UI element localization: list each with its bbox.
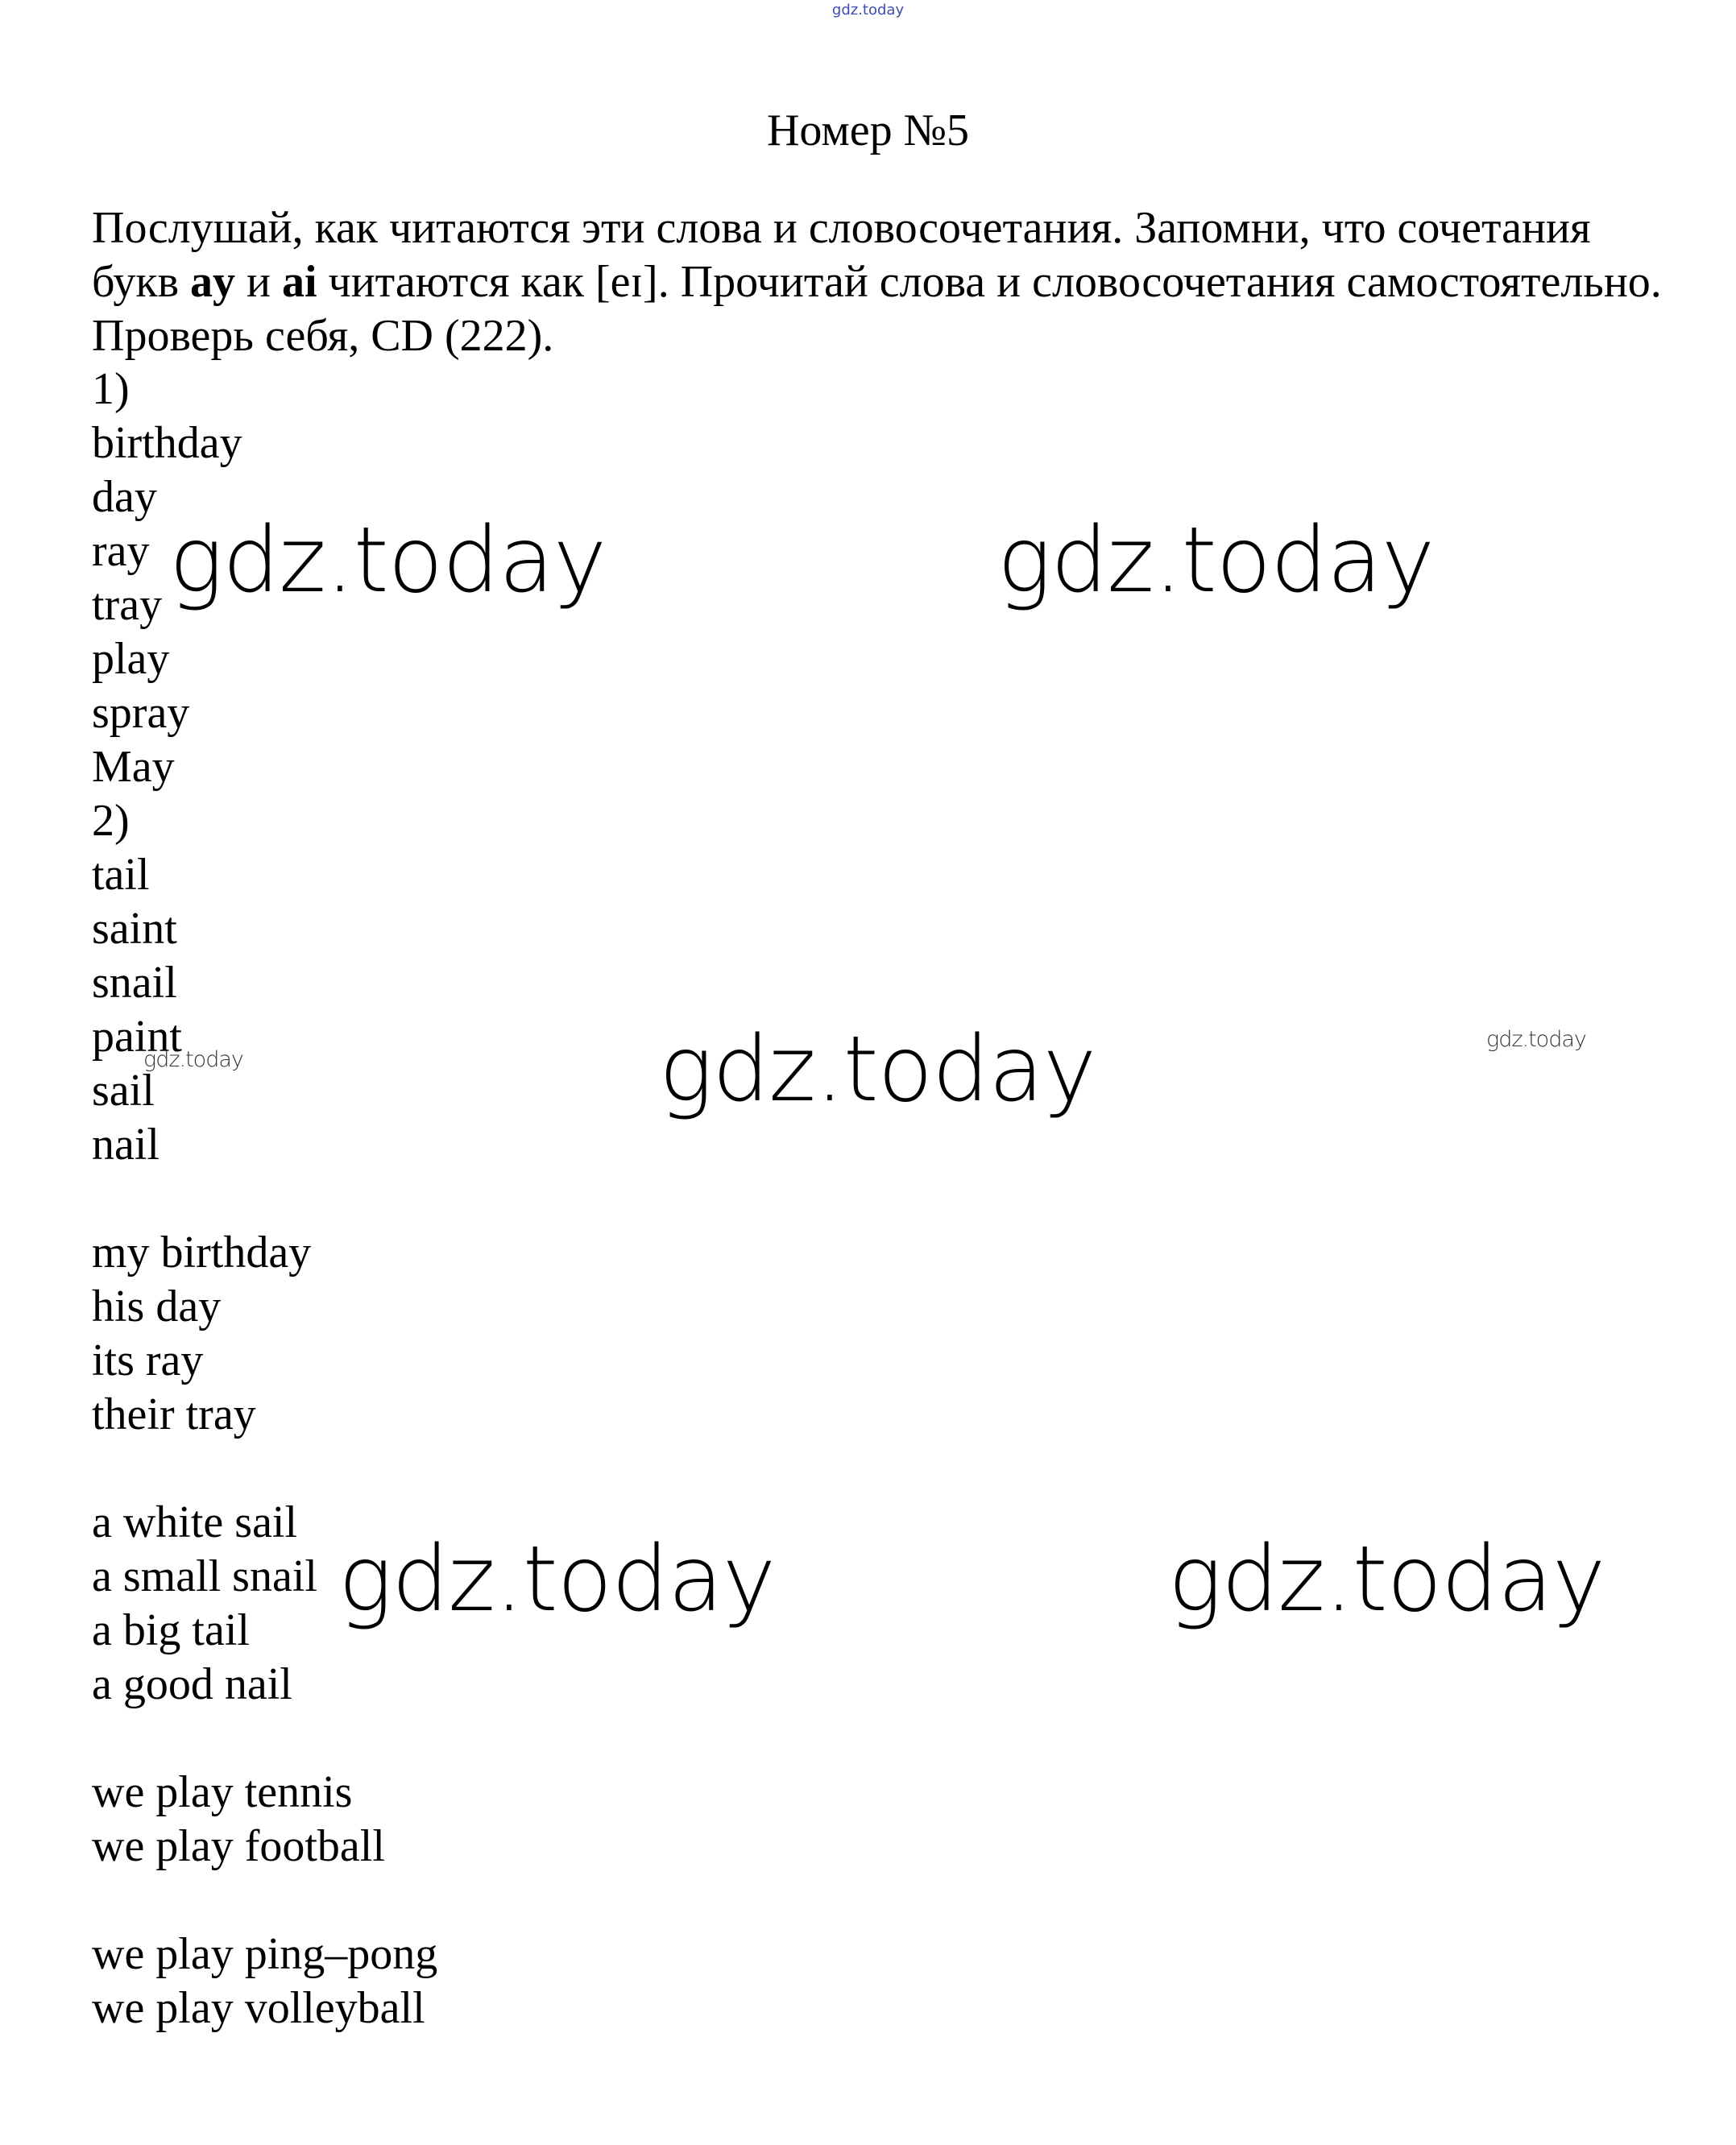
list-item: a white sail bbox=[92, 1497, 298, 1547]
watermark: gdz.today bbox=[997, 508, 1435, 613]
list-item: a small snail bbox=[92, 1551, 317, 1601]
list-item: 2) bbox=[92, 796, 130, 846]
list-item: spray bbox=[92, 688, 190, 738]
instructions-bold-ai: ai bbox=[281, 257, 317, 307]
list-item: saint bbox=[92, 904, 177, 954]
blank-line bbox=[92, 1172, 437, 1226]
watermark: gdz.today bbox=[1486, 1027, 1586, 1052]
watermark: gdz.today bbox=[143, 1047, 243, 1072]
instructions-bold-ay: ay bbox=[190, 257, 236, 307]
blank-line bbox=[92, 1874, 437, 1928]
list-item: tail bbox=[92, 850, 150, 900]
list-item: snail bbox=[92, 958, 177, 1008]
instructions-text-1: Послушай, как читаются эти слова и словосочетания. Запомни, что сочетания букв bbox=[92, 203, 1591, 307]
instructions-text-2: и bbox=[235, 257, 282, 307]
list-item: nail bbox=[92, 1120, 160, 1170]
list-item: sail bbox=[92, 1066, 155, 1116]
watermark: gdz.today bbox=[1168, 1527, 1605, 1632]
list-item: play bbox=[92, 634, 170, 684]
list-item: tray bbox=[92, 580, 163, 630]
top-watermark: gdz.today bbox=[831, 2, 905, 19]
watermark: gdz.today bbox=[338, 1527, 776, 1632]
blank-line bbox=[92, 1442, 437, 1496]
watermark: gdz.today bbox=[169, 508, 607, 613]
list-item: May bbox=[92, 742, 175, 792]
watermark: gdz.today bbox=[659, 1017, 1096, 1122]
instructions-text-3: читаются как [eɪ]. Прочитай слова и словосочетания самостоятельно. Проверь себя, CD (222). bbox=[92, 257, 1662, 361]
list-item: paint bbox=[92, 1012, 182, 1062]
list-item: we play tennis bbox=[92, 1767, 353, 1817]
word-list bbox=[92, 362, 437, 2035]
list-item: birthday bbox=[92, 418, 242, 468]
list-item: we play volleyball bbox=[92, 1983, 425, 2033]
list-item: 1) bbox=[92, 364, 130, 414]
list-item: day bbox=[92, 472, 157, 522]
list-item: their tray bbox=[92, 1389, 256, 1439]
list-item: a big tail bbox=[92, 1605, 250, 1655]
instructions bbox=[92, 201, 1671, 363]
list-item: his day bbox=[92, 1282, 222, 1331]
list-item: its ray bbox=[92, 1335, 204, 1385]
list-item: we play football bbox=[92, 1821, 385, 1871]
blank-line bbox=[92, 1712, 437, 1766]
list-item: a good nail bbox=[92, 1659, 292, 1709]
list-item: we play ping–pong bbox=[92, 1929, 438, 1979]
page-title: Номер №5 bbox=[766, 106, 970, 155]
list-item: ray bbox=[92, 526, 150, 576]
list-item: my birthday bbox=[92, 1228, 312, 1277]
